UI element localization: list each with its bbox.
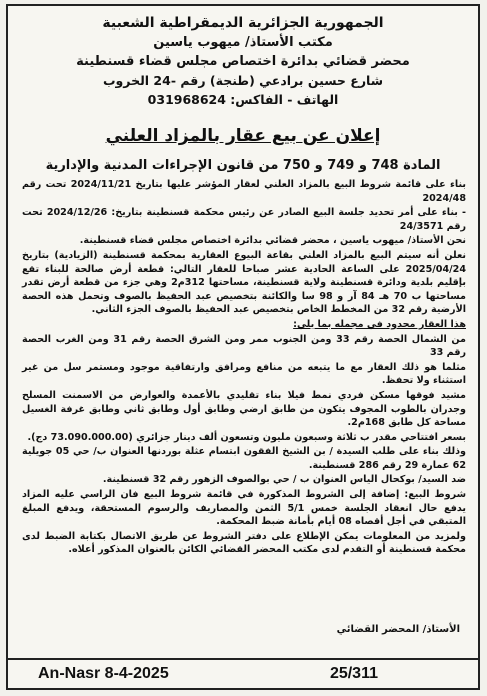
header-address: شارع حسين برادعي (طنجة) رقم -24 الخروب — [102, 73, 384, 88]
paragraph-against: ضد السيد/ بوكحال الياس العنوان ب / حي بوالصوف الزهور رقم 32 قسنطينة. — [102, 474, 466, 486]
notice-body — [22, 178, 466, 558]
header-bailiff: محضر قضائي بدائرة اختصاص مجلس قضاء قسنطينة — [76, 54, 410, 69]
notice-subtitle: المادة 748 و 749 و 750 من قانون الإجراءات المدنية والإدارية — [45, 158, 441, 173]
paragraph-bounds: من الشمال الحصة رقم 33 ومن الجنوب ممر ومن الشرق الحصة رقم 31 ومن الغرب الحصة رقم 33 — [22, 333, 466, 359]
paragraph-sale: نعلن أنه سيتم البيع بالمزاد العلني بقاعة البيوع العقارية بمحكمة قسنطينة (الزيادية) بتاريخ 2025/04/24 على الساعة الحادية عشر صباحا للعقار التالي: قطعة أرض صالحة للبناء تقع بإقليم بلدية ودائرة قسنطينة ولاية قسنطينة، مساحتها 312م2 وهي جزء من قطعة أرض تقدر مساحتها ب 70 هـ 84 آر و 98 سا والكائنة بتخصيص عبد الحفيظ بالصوف وتحمل هذه الحصة الأرضية رقم 32 من المخطط الخاص بتخصيص عبد الحفيظ بالصوف الجزء الثاني. — [22, 249, 466, 316]
letterhead — [8, 14, 478, 109]
paragraph-building: مشيد فوقها مسكن فردي نمط فيلا بناء تقليدي بالأعمدة والعوارض من الاسمنت المسلح وجدران بالطوب المجوف يتكون من طابق ارضي وطابق أول وطابق ثاني وطابق غرفة الغسيل مساحة كل طابق 168م2. — [22, 389, 466, 429]
notice-title: إعلان عن بيع عقار بالمزاد العلني — [105, 126, 381, 146]
paragraph-as-is: مثلما هو ذلك العقار مع ما يتبعه من منافع ومرافق وارتفاقية موجود ومستمر سل من غير استثناء ولا تحفظ. — [22, 361, 466, 387]
header-office: مكتب الأستاذ/ ميهوب ياسين — [153, 35, 333, 50]
paragraph-price: بسعر افتتاحي مقدر ب ثلاثة وسبعون مليون وتسعون ألف دينار جزائري (73.090.000.00 دج). — [27, 431, 466, 443]
paragraph-bounds-intro: هذا العقار محدود في مجمله بما يلي: — [293, 318, 466, 330]
paragraph-requester: وذلك بناء على طلب السيدة / بن الشيخ الفقون ابتسام عثلة بوردنها العنوان ب/ حي 05 جويلية 62 عمارة 29 رقم 286 قسنطينة. — [22, 446, 466, 471]
newspaper-name: An-Nasr 8-4-2025 — [38, 665, 169, 682]
notice-reference: 25/311 — [329, 665, 378, 682]
paragraph-order: - بناء على أمر تحديد جلسة البيع الصادر عن رئيس محكمة قسنطينة بتاريخ: 2024/12/26 تحت رقم 24/3571 — [22, 207, 467, 232]
paragraph-terms: شروط البيع: إضافة إلى الشروط المذكورة في قائمة شروط البيع فان الراسي عليه المزاد يدفع حال انعقاد الجلسة خمس 5/1 الثمن والمصاريف والرسوم المستحقة، ويدفع المبلغ المتبقي في أجل أقصاه 08 أيام بأمانة ضبط المحكمة. — [22, 489, 467, 528]
paragraph-conditions: بناء على قائمة شروط البيع بالمزاد العلني لعقار المؤشر عليها بتاريخ 2024/11/21 تحت رقم 2024/48 — [22, 179, 466, 204]
footer-bar — [8, 658, 478, 688]
legal-notice-page — [6, 4, 480, 690]
header-republic: الجمهورية الجزائرية الديمقراطية الشعبية — [102, 15, 384, 31]
signature: الأستاذ/ المحضر القضائي — [336, 624, 460, 635]
header-phone: الهاتف - الفاكس: 031968624 — [147, 92, 339, 107]
paragraph-info: ولمزيد من المعلومات يمكن الإطلاع على دفتر الشروط عن طريق الاتصال بكتابة الضبط لدى محكمة قسنطينة أو التقدم لدى مكتب المحضر القضائي الكائن بالعنوان المذكور أعلاه. — [22, 530, 466, 556]
paragraph-bailiff: نحن الأستاذ/ ميهوب ياسين ، محضر قضائي بدائرة اختصاص مجلس قضاء قسنطينة. — [79, 235, 466, 247]
